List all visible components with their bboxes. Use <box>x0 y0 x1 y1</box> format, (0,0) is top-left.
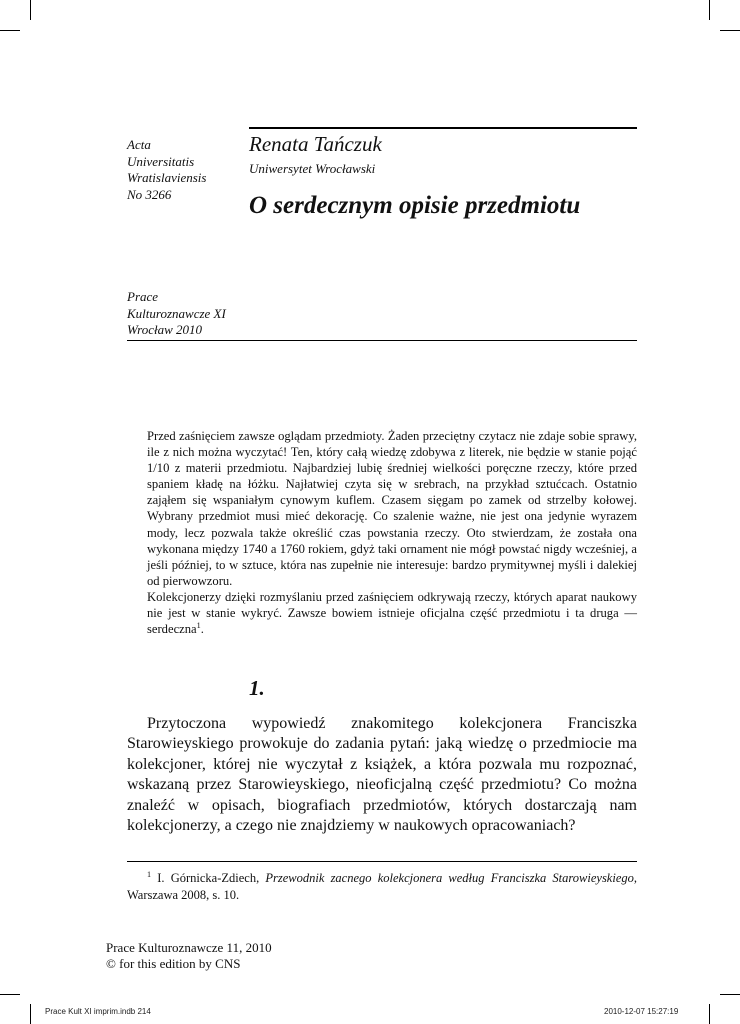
header-rule-bottom <box>127 340 637 341</box>
author-name: Renata Tańczuk <box>249 132 382 156</box>
footnote-work: Przewodnik zacnego kolekcjonera według Franciszka Starowieyskiego <box>265 871 634 885</box>
footnote-paragraph <box>127 870 637 904</box>
footnote-number: 1 <box>147 869 152 879</box>
author-affiliation: Uniwersytet Wrocławski <box>249 161 376 176</box>
footnote-ref[interactable]: 1 <box>196 620 201 630</box>
series-info <box>127 289 226 339</box>
series-line: Wrocław 2010 <box>127 322 202 337</box>
crop-mark <box>709 0 710 20</box>
body-text <box>127 714 637 836</box>
journal-info <box>127 137 206 203</box>
motto-paragraph <box>147 589 637 637</box>
motto-text: Kolekcjonerzy dzięki rozmyślaniu przed zaśnięciem odkrywają rzeczy, których aparat naukowy nie jest w stanie wykryć. Zawsze bowiem istnieje oficjalna część przedmiotu i ta druga — serdeczna <box>147 589 637 637</box>
footnote-author: I. Górnicka-Zdiech, <box>157 871 266 885</box>
crop-mark <box>30 0 31 20</box>
print-slug-date: 2010-12-07 15:27:19 <box>604 1007 679 1016</box>
footnote <box>127 870 637 904</box>
crop-mark <box>720 30 740 31</box>
crop-mark <box>709 1004 710 1024</box>
print-slug-file: Prace Kult XI imprim.indb 214 <box>45 1007 151 1016</box>
journal-line: Acta <box>127 137 151 152</box>
journal-line: Wratislaviensis <box>127 170 207 185</box>
copyright-notice <box>106 940 272 972</box>
copyright-line: © for this edition by CNS <box>106 956 241 971</box>
body-paragraph: Przytoczona wypowiedź znakomitego kolekcjonera Franciszka Starowieyskiego prowokuje do zadania pytań: jaką wiedzę o przedmiocie ma kolekcjoner, której nie wyczytał z książek, a która pozwala mu rozpoznać, wskazaną przez Starowieyskiego, nieoficjalną część przedmiotu? Co można znaleźć w opisach, biografiach przedmiotów, których dostarczają nam kolekcjonerzy, a czego nie znajdziemy w naukowych opracowaniach? <box>127 715 637 835</box>
motto-text-end: . <box>200 622 204 637</box>
footnote-rule <box>127 861 637 862</box>
copyright-line: Prace Kulturoznawcze 11, 2010 <box>106 940 272 955</box>
series-line: Prace <box>127 289 159 304</box>
article-title: O serdecznym opisie przedmiotu <box>249 192 581 219</box>
header-rule-top <box>249 127 637 129</box>
footnote-rest: , Warszawa 2008, s. 10. <box>127 871 638 902</box>
crop-mark <box>30 1004 31 1024</box>
motto-quote <box>147 428 637 637</box>
crop-mark <box>0 30 20 31</box>
series-line: Kulturoznawcze XI <box>127 305 226 321</box>
section-heading: 1. <box>249 676 265 700</box>
crop-mark <box>0 994 20 995</box>
motto-paragraph: Przed zaśnięciem zawsze oglądam przedmioty. Żaden przeciętny czytacz nie zdaje sobie sprawy, ile z nich można wyczytać! Ten, który całą wiedzę zdobywa z literek, nie będzie w stanie pojąć 1/10 z materii przedmiotu. Najbardziej lubię średniej wielkości poręczne rzeczy, które przed spaniem kładę na łóżku. Najłatwiej czyta się w srebrach, na przykład sztućcach. Ostatnio zająłem się wspaniałym cynowym kuflem. Czasem sięgam po zamek od strzelby kołowej. Wybrany przedmiot musi mieć dekorację. Co szalenie ważne, nie jest ona jedynie wyrazem mody, lecz pozwala także określić czas powstania rzeczy. Oto stwierdzam, że została ona wykonana między 1740 a 1760 rokiem, gdyż taki ornament nie mógł powstać nigdy wcześniej, a jeśli później, to w sztuce, która nas zupełnie nie interesuje: bardzo prymitywnej myśli i dalekiej od pierwowzoru. <box>147 429 637 588</box>
crop-mark <box>720 994 740 995</box>
journal-line: No 3266 <box>127 186 172 202</box>
journal-line: Universitatis <box>127 153 195 169</box>
